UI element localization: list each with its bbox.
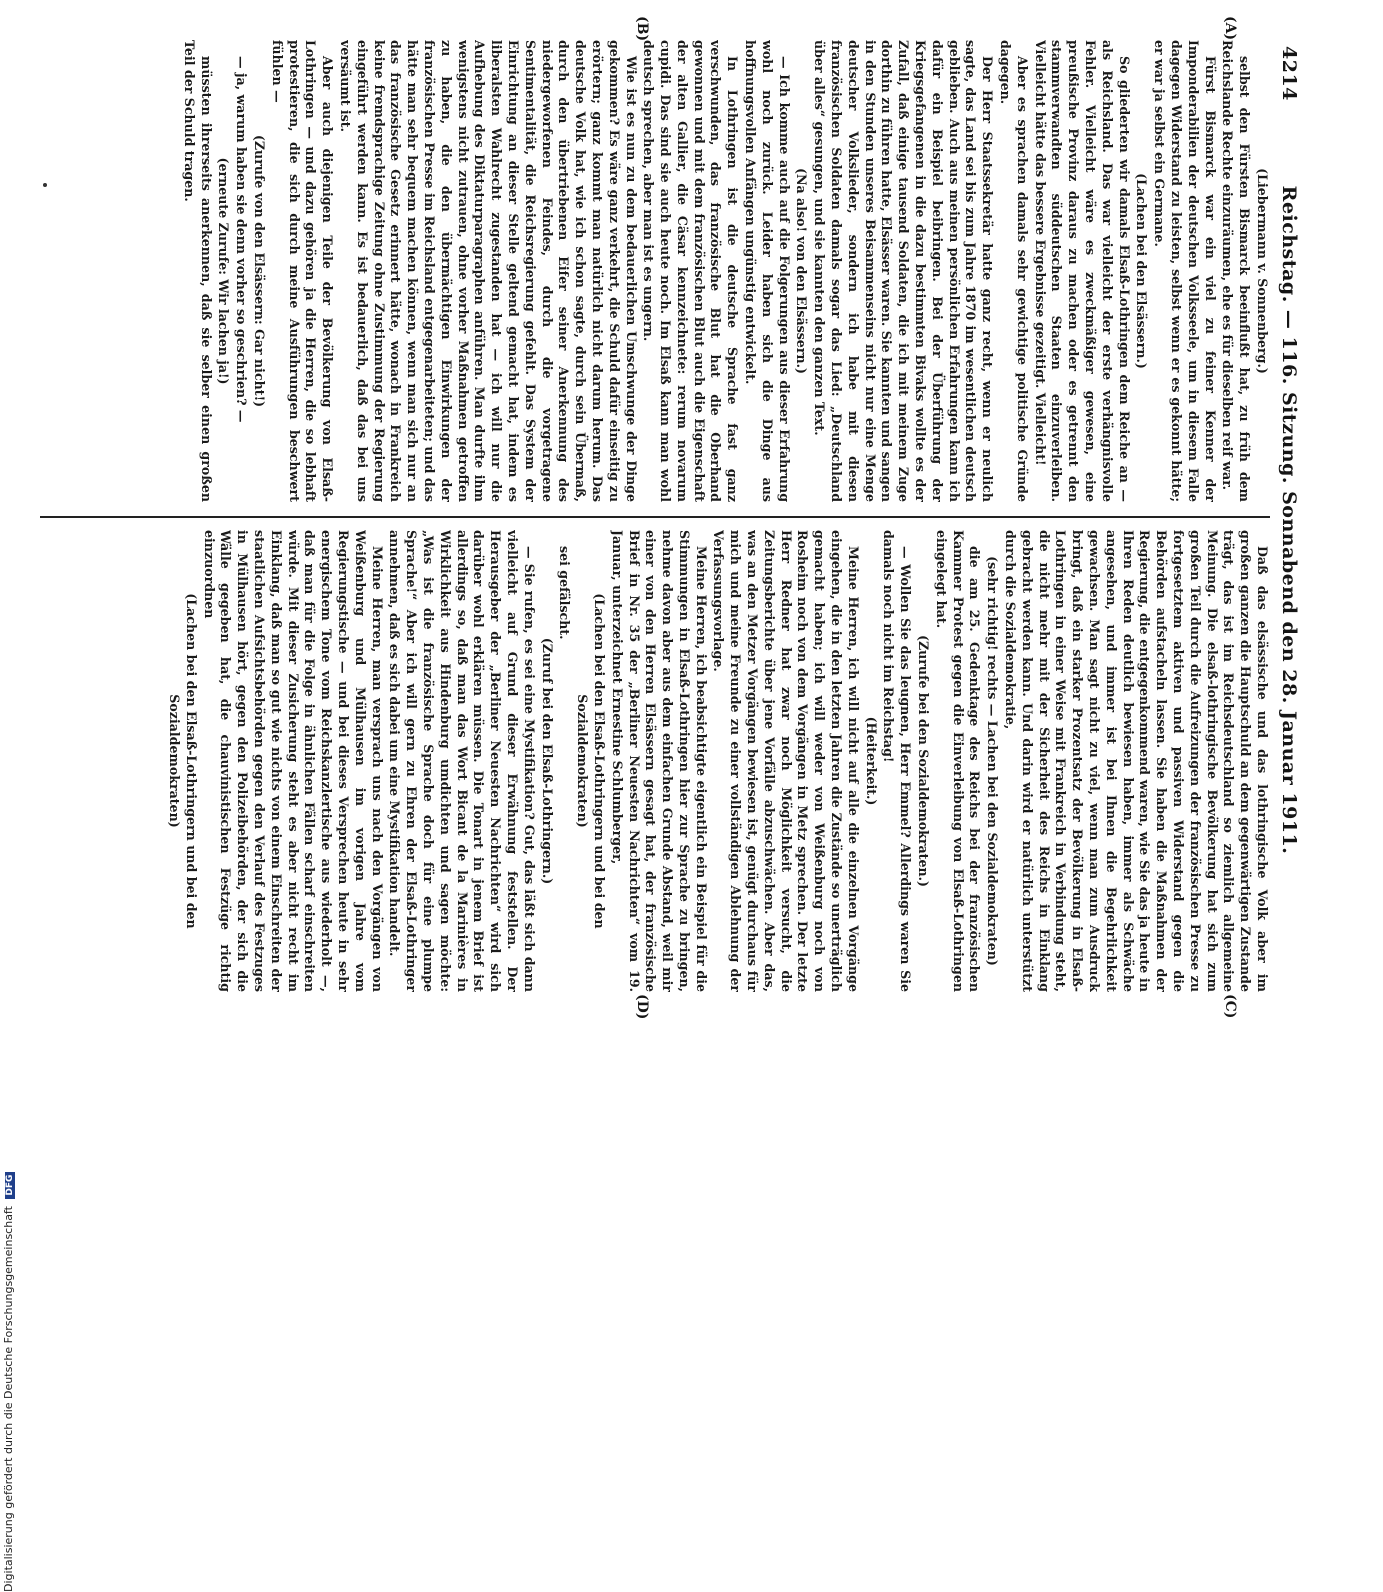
paragraph: Fürst Bismarck war ein viel zu feiner Kenner der Imponderabilien der deutschen Volksseele, um in diesem Falle dagegen Widerstand zu leisten, selbst wenn er es gekonnt hätte; er war ja selbst ein Germane.	[1152, 40, 1218, 502]
paragraph: Wie ist es nun zu dem bedauerlichen Umschwunge der Dinge gekommen? Es wäre ganz verkehrt, die Schuld dafür einseitig zu erörtern; ganz kommt man natürlich nicht darum herum. Das deutsche Volk hat, wie ich schon sagte, durch sein Übermaß, durch den übertriebenen Eifer seiner Anerkennung des niedergeworfenen Feindes, durch die vorgetragene Sentimentalität, die Reichsregierung gefehlt. Das System der Einrichtung an dieser Stelle geltend gemacht hat, indem es liberalsten Wahlrecht zugestanden hat — ich will nur die Aufhebung des Diktaturparagraphen anführen. Man durfte ihm wenigstens nicht zutrauen, ohne vorher Maßnahmen getroffen zu haben, die den übermächtigen Einwirkungen der französischen Presse im Reichsland entgegenarbeiteten; und das hätte man sehr bequem machen können, wenn man sich nur an das französische Gesetz erinnert hätte, wonach in Frankreich keine fremdsprachige Zeitung ohne Zustimmung der Regierung eingeführt werden kann. Es ist bedauerlich, daß das bei uns versäumt ist.	[337, 40, 639, 502]
rotated-document-page	[0, 16, 1300, 1020]
digitization-credit	[2, 1174, 16, 1592]
paragraph: Meine Herren, man versprach uns nach den Vorgängen von Weißenburg und Mülhausen im vorigen Jahre vom Regierungstische — und bei dieses Versprechen heute in sehr energischem Tone vom Reichskanzlertische aus wiederholt —, daß man für die Folge in ähnlichen Fällen scharf einschreiten würde. Mit dieser Zusicherung steht es aber nicht recht im Einklang, daß man so gut wie nichts von einem Einschreiten der staatlichen Aufsichtsbehörden gegen den Verlauf des Festzuges in Mülhausen hört, gegen den Polizeibehörden, der sich die Wälle gegeben hat, die chauvinistischen Festzüge richtig einzuordnen	[201, 530, 385, 992]
page-header	[1274, 40, 1300, 1000]
column-divider	[40, 516, 1270, 518]
margin-mark-c: (C)	[1222, 994, 1238, 1019]
margin-mark-d: (D)	[634, 994, 650, 1020]
paragraph: Meine Herren, ich will nicht auf alle die einzelnen Vorgänge eingehen, die in den letzten Jahren die Zustände so unerträglich gemacht haben; ich will weder von Weißenburg noch von Rosheim noch von dem Vorgängen in Metz sprechen. Der letzte Herr Redner hat zwar noch Möglichkeit versucht, die Zeitungsberichte über jene Vorfälle abzuschwächen. Aber das, was an den Metzer Vorgängen bewiesen ist, genügt durchaus für mich und meine Freunde zu einer vollständigen Ablehnung der Verfassungsvorlage.	[711, 530, 861, 992]
paragraph: — Wollen Sie das leugnen, Herr Emmel? Allerdings waren Sie damals noch nicht im Reichstag!	[881, 530, 914, 992]
interjection: (Lachen bei den Elsässern.)	[1134, 173, 1150, 369]
right-text-column	[30, 530, 1270, 992]
paragraph: Meine Herren, ich beabsichtigte eigentlich ein Beispiel für die Stimmungen in Elsaß-Lothringen hier zur Sprache zu bringen, nehme davon aber aus dem einfachen Grunde Abstand, weil mir einer von den Herren Elsässern gesagt hat, der französische Brief in Nr. 35 der „Berliner Neuesten Nachrichten“ vom 19. Januar, unterzeichnet Ernestine Schlumberger,	[609, 530, 709, 992]
interjection: (Heiterkeit.)	[863, 716, 879, 806]
margin-mark-b: (B)	[634, 16, 650, 42]
interjection: (Lachen bei den Elsaß-Lothringern und bei den Sozialdemokraten)	[167, 593, 199, 929]
margin-mark-a: (A)	[1222, 16, 1238, 41]
paragraph: Der Herr Staatssekretär hatte ganz recht, wenn er neulich sagte, das Land sei bis zum Jahre 1870 im wesentlichen deutsch geblieben. Auch aus meinen persönlichen Erfahrungen kann ich dafür ein Beispiel beibringen. Bei der Überführung der Kriegsgefangenen in die dazu bestimmten Bivaks wollte es der Zufall, daß einige tausend Soldaten, die ich mit meinem Zuge dorthin zu führen hatte, Elsässer waren. Sie kannten und sangen in den Stunden unseres Beisammenseins nicht nur eine Menge deutscher Volkslieder, sondern ich habe mit diesen französischen Soldaten damals sogar das Lied: „Deutschland über alles“ gesungen, und sie kannten den ganzen Text.	[812, 40, 996, 502]
interjection: (sehr richtig! rechts — Lachen bei den Sozialdemokraten)	[985, 556, 1001, 966]
page-number: 4214	[1278, 46, 1300, 101]
interjection: (Na also! von den Elsässern.)	[794, 168, 810, 374]
interjection: (Lachen bei den Elsaß-Lothringern und bei den Sozialdemokraten)	[575, 593, 607, 929]
paragraph: — Sie rufen, es sei eine Mystifikation? Gut, das läßt sich dann vielleicht auf Grund dieser Erwähnung feststellen. Der Herausgeber der „Berliner Neuesten Nachrichten“ wird sich darüber wohl erklären müssen. Die Tonart in jenem Brief ist allerdings so, daß man das Wort Bicant de la Marinières in Wirklichkeit aus Hindenburg umdichten und sagen möchte: „Was ist die französische Sprache doch für eine plumpe Sprache!“ Aber ich will gern zu Ehren der Elsaß-Lothringer annehmen, daß es sich dabei um eine Mystifikation handelt.	[387, 530, 537, 992]
paragraph: In Lothringen ist die deutsche Sprache fast ganz verschwunden, das französische Blut hat die Oberhand gewonnen und mit dem französischen Blut auch die Eigenschaft der alten Gallier, die Cäsar kennzeichnete: rerum novarum cupidi. Das sind sie auch heute noch. Im Elsaß kann man wohl deutsch sprechen, aber man ist es ungern.	[641, 40, 741, 502]
paragraph: So gliederten wir damals Elsaß-Lothringen dem Reiche an — als Reichsland. Das war vielleicht der erste verhängnisvolle Fehler. Vielleicht wäre es zweckmäßiger gewesen, eine preußische Provinz daraus zu machen oder es getrennt den stammverwandten süddeutschen Staaten einzuverleiben. Vielleicht hätte das bessere Ergebnisse gezeitigt. Vielleicht!	[1032, 40, 1132, 502]
running-title: Reichstag. — 116. Sitzung. Sonnabend den 28. Januar 1911.	[1278, 185, 1300, 855]
speaker-name: (Liebermann v. Sonnenberg.)	[1255, 168, 1270, 374]
dfg-logo: DFG	[5, 1172, 15, 1199]
paragraph: Aber auch diejenigen Teile der Bevölkerung von Elsaß-Lothringen — und dazu gehören ja die Herren, die so lebhaft protestieren, die sich durch meine Ausführungen beschwert fühlen —	[269, 40, 336, 502]
paragraph: die am 25. Gedenktage des Reichs bei der französischen Kammer Protest gegen die Einverleibung von Elsaß-Lothringen eingelegt hat.	[933, 530, 983, 992]
paragraph: — Ich komme auch auf die Folgerungen aus dieser Erfahrung wohl noch zurück. Leider haben sich die Dinge aus hoffnungsvollen Anfängen ungünstig entwickelt.	[743, 40, 792, 502]
interjection: (erneute Zurufe: Wir lachen ja!)	[216, 157, 232, 385]
interjection: (Zurufe von den Elsässern: Gar nicht!)	[251, 134, 267, 408]
interjection: (Zurufe bei den Sozialdemokraten.)	[916, 634, 932, 888]
paragraph: — ja, warum haben sie denn vorher so geschrien? —	[234, 56, 250, 423]
paragraph: sei gefälscht.	[557, 546, 573, 640]
paragraph: müssten ihrerseits anerkennen, daß sie selber einen großen Teil der Schuld tragen.	[181, 40, 214, 502]
paragraph: Aber es sprachen damals sehr gewichtige politische Gründe dagegen.	[998, 40, 1030, 502]
paragraph: Daß das elsässische und das lothringische Volk aber im großen ganzen die Hauptschuld an dem gegenwärtigen Zustande trägt, das ist im Reichsdeutschland so ziemlich allgemeine Meinung. Die elsaß-lothringische Bevölkerung hat sich zum großen Teil durch die Aufreizungen der französischen Presse zu fortgesetztem aktiven und passiven Widerstand gegen die Behörden aufstacheln lassen. Sie haben die Maßnahmen der Regierung, die entgegenkommend waren, wie Sie das ja heute in Ihren Reden deutlich bewiesen haben, immer als Schwäche angesehen, und immer ist bei Ihnen die Begehrlichkeit gewachsen. Man sagt nicht zu viel, wenn man zum Ausdruck bringt, daß ein starker Prozentsatz der Bevölkerung in Elsaß-Lothringen in einer Weise mit Frankreich in Verbindung steht, die nicht mehr mit der Sicherheit des Reichs in Einklang gebracht werden kann. Und darin wird er natürlich unterstützt durch die Sozialdemokratie,	[1003, 530, 1270, 992]
paragraph: selbst den Fürsten Bismarck beeinflußt hat, zu früh dem Reichslande Rechte einzuräumen, ehe es für dieselben reif war.	[1220, 40, 1253, 502]
interjection: (Zuruf bei den Elsaß-Lothringern.)	[539, 637, 555, 885]
left-text-column	[30, 40, 1270, 502]
credit-text: Digitalisierung gefördert durch die Deutsche Forschungsgemeinschaft	[2, 1206, 15, 1592]
